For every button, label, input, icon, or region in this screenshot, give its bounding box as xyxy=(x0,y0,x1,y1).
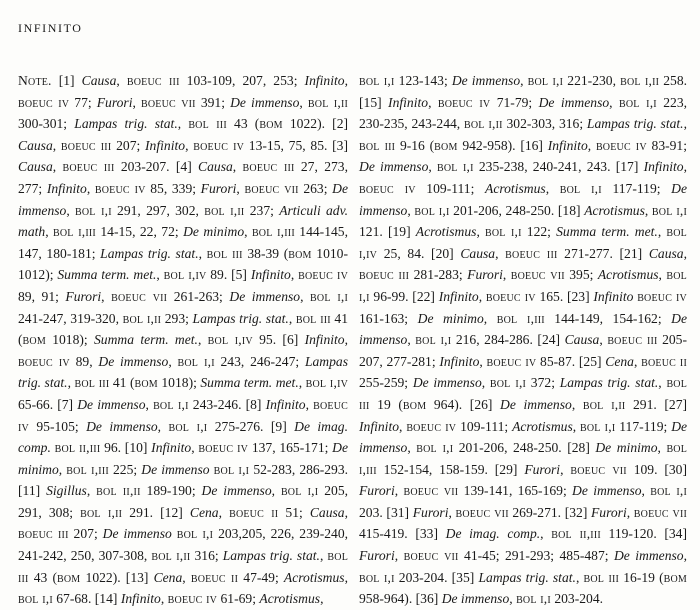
notes-right-column: bol i,i 123-143; De immenso, bol i,i 221-230, bol i,ii 258. [15] Infinito, boeuc iv 71-79; De immenso, bol i,i 223, 230-235, 243-244, bol i,ii 302-303, 316; Lampas trig. stat., bol iii 9-16 (bom 942-958). [16] Infinito, boeuc iv 83-91; De immenso, bol i,i 235-238, 240-241, 243. [17] Infinito, boeuc iv 109-111; Acrotismus, bol i,i 117-119; De immenso, bol i,i 201-206, 248-250. [18] Acrotismus, bol i,i 121. [19] Acrotismus, bol i,i 122; Summa term. met., bol i,iv 25, 84. [20] Causa, boeuc iii 271-277. [21] Causa, boeuc iii 281-283; Furori, boeuc vii 395; Acrotismus, bol i,i 96-99. [22] Infinito, boeuc iv 165. [23] Infinito boeuc iv 161-163; De minimo, bol i,iii 144-149, 154-162; De immenso, bol i,i 216, 284-286. [24] Causa, boeuc iii 205-207, 277-281; Infinito, boeuc iv 85-87. [25] Cena, boeuc ii 255-259; De immenso, bol i,i 372; Lampas trig. stat., bol iii 19 (bom 964). [26] De immenso, bol i,ii 291. [27] Infinito, boeuc iv 109-111; Acrotismus, bol i,i 117-119; De immenso, bol i,i 201-206, 248-250. [28] De minimo, bol i,iii 152-154, 158-159. [29] Furori, boeuc vii 109. [30] Furori, boeuc vii 139-141, 165-169; De immenso, bol i,i 203. [31] Furori, boeuc vii 269-271. [32] Furori, boeuc vii 415-419. [33] De imag. comp., bol ii,iii 119-120. [34] Furori, boeuc vii 41-45; 291-293; 485-487; De immenso, bol i,i 203-204. [35] Lampas trig. stat., bol iii 16-19 (bom 958-964). [36] De immenso, bol i,i 203-204. xyxy=(359,73,688,607)
running-head: INFINITO xyxy=(18,21,83,35)
notes-left-column: Note. [1] Causa, boeuc iii 103-109, 207, 253; Infinito, boeuc iv 77; Furori, boeuc vii 391; De immenso, bol i,ii 300-301; Lampas trig. stat., bol iii 43 (bom 1022). [2] Causa, boeuc iii 207; Infinito, boeuc iv 13-15, 75, 85. [3] Causa, boeuc iii 203-207. [4] Causa, boeuc iii 27, 273, 277; Infinito, boeuc iv 85, 339; Furori, boeuc vii 263; De immenso, bol i,i 291, 297, 302, bol i,ii 237; Articuli adv. math, bol i,iii 14-15, 22, 72; De minimo, bol i,iii 144-145, 147, 180-181; Lampas trig. stat., bol iii 38-39 (bom 1010-1012); Summa term. met., bol i,iv 89. [5] Infinito, boeuc iv 89, 91; Furori, boeuc vii 261-263; De immenso, bol i,i 241-247, 319-320, bol i,ii 293; Lampas trig. stat., bol iii 41 (bom 1018); Summa term. met., bol i,iv 95. [6] Infinito, boeuc iv 89, De immenso, bol i,i 243, 246-247; Lampas trig. stat., bol iii 41 (bom 1018); Summa term. met., bol i,iv 65-66. [7] De immenso, bol i,i 243-246. [8] Infinito, boeuc iv 95-105; De immenso, bol i,i 275-276. [9] De imag. comp. bol ii,iii 96. [10] Infinito, boeuc iv 137, 165-171; De minimo, bol i,iii 225; De immenso bol i,i 52-283, 286-293. [11] Sigillus, bol ii,ii 189-190; De immenso, bol i,i 205, 291, 308; bol i,ii 291. [12] Cena, boeuc ii 51; Causa, boeuc iii 207; De immenso bol i,i 203,205, 226, 239-240, 241-242, 250, 307-308, bol i,ii 316; Lampas trig. stat., bol iii 43 (bom 1022). [13] Cena, boeuc ii 47-49; Acrotismus, bol i,i 67-68. [14] Infinito, boeuc iv 61-69; Acrotismus, xyxy=(18,73,349,607)
